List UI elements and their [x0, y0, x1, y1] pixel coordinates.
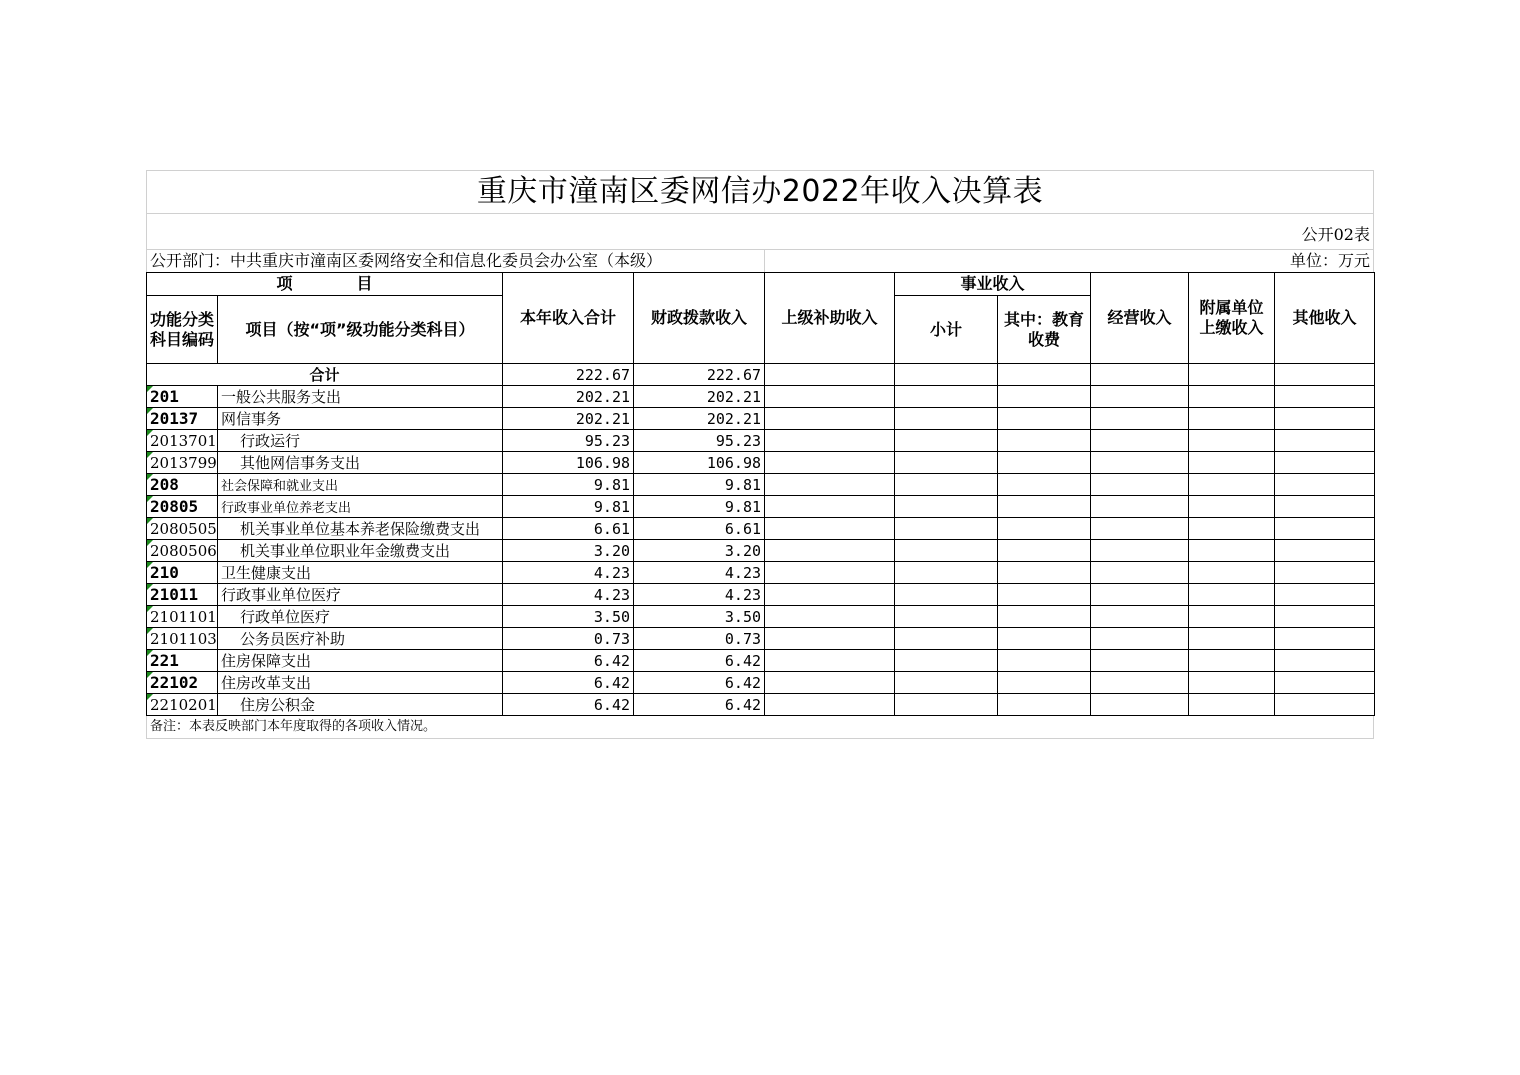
empty-cell: [998, 584, 1091, 606]
page-title: 重庆市潼南区委网信办2022年收入决算表: [146, 170, 1374, 213]
row-total-income: 9.81: [503, 474, 634, 496]
empty-cell: [1275, 606, 1375, 628]
empty-cell: [765, 408, 895, 430]
empty-cell: [765, 496, 895, 518]
empty-cell: [895, 540, 998, 562]
empty-cell: [1091, 672, 1189, 694]
cell-marker-icon: [147, 430, 153, 436]
header-subtotal: 小计: [895, 296, 998, 364]
empty-cell: [1189, 452, 1275, 474]
empty-cell: [1189, 650, 1275, 672]
empty-cell: [765, 672, 895, 694]
cell-marker-icon: [147, 650, 153, 656]
row-name: 其他网信事务支出: [218, 452, 503, 474]
department-label: 公开部门：中共重庆市潼南区委网络安全和信息化委员会办公室（本级）: [150, 251, 663, 270]
row-total-income: 9.81: [503, 496, 634, 518]
empty-cell: [1275, 452, 1375, 474]
row-fiscal: 4.23: [634, 562, 765, 584]
empty-cell: [1189, 606, 1275, 628]
empty-cell: [1091, 562, 1189, 584]
row-total-income: 6.42: [503, 650, 634, 672]
empty-cell: [765, 628, 895, 650]
empty-cell: [998, 408, 1091, 430]
row-name: 公务员医疗补助: [218, 628, 503, 650]
row-code: 2210201: [147, 694, 218, 716]
cell-marker-icon: [147, 672, 153, 678]
empty-cell: [998, 562, 1091, 584]
empty-cell: [765, 694, 895, 716]
empty-cell: [765, 386, 895, 408]
empty-cell: [998, 694, 1091, 716]
empty-cell: [1091, 474, 1189, 496]
empty-cell: [1275, 408, 1375, 430]
row-name: 卫生健康支出: [218, 562, 503, 584]
department-row: [146, 249, 1374, 272]
row-fiscal: 4.23: [634, 584, 765, 606]
empty-cell: [998, 540, 1091, 562]
row-name: 网信事务: [218, 408, 503, 430]
header-item: 项目（按“项”级功能分类科目）: [218, 296, 503, 364]
row-code: 2013701: [147, 430, 218, 452]
cell-marker-icon: [147, 474, 153, 480]
empty-cell: [998, 650, 1091, 672]
row-name: 社会保障和就业支出: [218, 474, 503, 496]
table-note: 备注：本表反映部门本年度取得的各项收入情况。: [146, 716, 1374, 739]
table-row: [147, 408, 1375, 430]
row-name: 行政事业单位养老支出: [218, 496, 503, 518]
row-code: 208: [147, 474, 218, 496]
empty-cell: [1275, 474, 1375, 496]
empty-cell: [765, 452, 895, 474]
table-row: [147, 628, 1375, 650]
table-row: [147, 496, 1375, 518]
table-row: [147, 518, 1375, 540]
row-code: 2101103: [147, 628, 218, 650]
row-code: 21011: [147, 584, 218, 606]
table-row: [147, 650, 1375, 672]
empty-cell: [1189, 386, 1275, 408]
total-label: 合计: [147, 364, 503, 386]
row-total-income: 6.42: [503, 672, 634, 694]
divider: [764, 250, 765, 272]
empty-cell: [765, 650, 895, 672]
row-code: 221: [147, 650, 218, 672]
row-fiscal: 106.98: [634, 452, 765, 474]
cell-marker-icon: [147, 496, 153, 502]
empty-cell: [1189, 518, 1275, 540]
unit-label: 单位：万元: [1289, 251, 1370, 270]
row-name: 住房改革支出: [218, 672, 503, 694]
row-fiscal: 202.21: [634, 408, 765, 430]
row-fiscal: 0.73: [634, 628, 765, 650]
row-name: 行政单位医疗: [218, 606, 503, 628]
header-fiscal: 财政拨款收入: [634, 273, 765, 364]
table-row: [147, 386, 1375, 408]
header-superior-subsidy: 上级补助收入: [765, 273, 895, 364]
row-code: 2013799: [147, 452, 218, 474]
empty-cell: [895, 518, 998, 540]
table-row: [147, 584, 1375, 606]
empty-cell: [895, 562, 998, 584]
row-fiscal: 9.81: [634, 474, 765, 496]
empty-cell: [765, 562, 895, 584]
empty-cell: [1275, 628, 1375, 650]
empty-cell: [1275, 496, 1375, 518]
row-total-income: 106.98: [503, 452, 634, 474]
empty-cell: [1275, 650, 1375, 672]
row-code: 2080505: [147, 518, 218, 540]
empty-cell: [765, 518, 895, 540]
cell-marker-icon: [147, 452, 153, 458]
empty-cell: [1091, 540, 1189, 562]
empty-cell: [1091, 386, 1189, 408]
income-table: [146, 272, 1375, 716]
table-row: [147, 672, 1375, 694]
empty-cell: [1275, 540, 1375, 562]
row-total-income: 202.21: [503, 386, 634, 408]
empty-cell: [1189, 562, 1275, 584]
row-total-income: 0.73: [503, 628, 634, 650]
empty-cell: [1091, 496, 1189, 518]
header-item-group: 项 目: [147, 273, 503, 296]
table-row: [147, 606, 1375, 628]
empty-cell: [1189, 694, 1275, 716]
row-name: 机关事业单位基本养老保险缴费支出: [218, 518, 503, 540]
form-number-row: [146, 213, 1374, 249]
empty-cell: [1275, 694, 1375, 716]
cell-marker-icon: [147, 408, 153, 414]
cell-marker-icon: [147, 386, 153, 392]
row-fiscal: 95.23: [634, 430, 765, 452]
empty-cell: [895, 474, 998, 496]
empty-cell: [895, 386, 998, 408]
row-name: 住房公积金: [218, 694, 503, 716]
row-fiscal: 6.42: [634, 650, 765, 672]
table-row: [147, 694, 1375, 716]
row-code: 2080506: [147, 540, 218, 562]
empty-cell: [765, 606, 895, 628]
empty-cell: [765, 474, 895, 496]
cell-marker-icon: [147, 628, 153, 634]
empty-cell: [765, 584, 895, 606]
header-other: 其他收入: [1275, 273, 1375, 364]
empty-cell: [895, 408, 998, 430]
empty-cell: [765, 540, 895, 562]
empty-cell: [895, 430, 998, 452]
cell-marker-icon: [147, 540, 153, 546]
empty-cell: [1091, 694, 1189, 716]
empty-cell: [895, 628, 998, 650]
total-row: [147, 364, 1375, 386]
table-row: [147, 452, 1375, 474]
table-row: [147, 430, 1375, 452]
row-total-income: 3.20: [503, 540, 634, 562]
row-code: 20805: [147, 496, 218, 518]
row-fiscal: 6.42: [634, 694, 765, 716]
empty-cell: [1189, 540, 1275, 562]
empty-cell: [1189, 408, 1275, 430]
cell-marker-icon: [147, 584, 153, 590]
table-row: [147, 474, 1375, 496]
empty-cell: [1189, 496, 1275, 518]
row-total-income: 3.50: [503, 606, 634, 628]
empty-cell: [1189, 474, 1275, 496]
empty-cell: [998, 628, 1091, 650]
empty-cell: [998, 474, 1091, 496]
empty-cell: [1091, 408, 1189, 430]
total-income-value: 222.67: [503, 364, 634, 386]
empty-cell: [895, 584, 998, 606]
table-row: [147, 562, 1375, 584]
row-name: 机关事业单位职业年金缴费支出: [218, 540, 503, 562]
empty-cell: [998, 430, 1091, 452]
row-fiscal: 202.21: [634, 386, 765, 408]
empty-cell: [895, 650, 998, 672]
empty-cell: [1091, 628, 1189, 650]
form-number: 公开02表: [1301, 225, 1370, 244]
cell-marker-icon: [147, 606, 153, 612]
empty-cell: [895, 452, 998, 474]
row-fiscal: 9.81: [634, 496, 765, 518]
empty-cell: [1275, 584, 1375, 606]
row-code: 201: [147, 386, 218, 408]
header-edu-fee: 其中：教育收费: [998, 296, 1091, 364]
empty-cell: [1275, 518, 1375, 540]
total-fiscal-value: 222.67: [634, 364, 765, 386]
empty-cell: [1275, 562, 1375, 584]
row-code: 20137: [147, 408, 218, 430]
row-code: 2101101: [147, 606, 218, 628]
empty-cell: [895, 694, 998, 716]
empty-cell: [1091, 584, 1189, 606]
empty-cell: [895, 606, 998, 628]
empty-cell: [1275, 430, 1375, 452]
income-statement-sheet: [146, 170, 1374, 739]
row-name: 一般公共服务支出: [218, 386, 503, 408]
empty-cell: [1275, 672, 1375, 694]
row-name: 行政事业单位医疗: [218, 584, 503, 606]
empty-cell: [895, 672, 998, 694]
empty-cell: [998, 606, 1091, 628]
table-row: [147, 540, 1375, 562]
empty-cell: [1189, 584, 1275, 606]
row-total-income: 202.21: [503, 408, 634, 430]
empty-cell: [1091, 606, 1189, 628]
row-fiscal: 3.50: [634, 606, 765, 628]
empty-cell: [1091, 430, 1189, 452]
header-code: 功能分类科目编码: [147, 296, 218, 364]
row-total-income: 6.61: [503, 518, 634, 540]
cell-marker-icon: [147, 518, 153, 524]
row-name: 行政运行: [218, 430, 503, 452]
empty-cell: [998, 518, 1091, 540]
cell-marker-icon: [147, 694, 153, 700]
header-affiliated: 附属单位上缴收入: [1189, 273, 1275, 364]
empty-cell: [998, 452, 1091, 474]
header-total-income: 本年收入合计: [503, 273, 634, 364]
empty-cell: [998, 496, 1091, 518]
row-fiscal: 6.61: [634, 518, 765, 540]
row-name: 住房保障支出: [218, 650, 503, 672]
row-total-income: 6.42: [503, 694, 634, 716]
row-code: 210: [147, 562, 218, 584]
empty-cell: [765, 430, 895, 452]
empty-cell: [1091, 650, 1189, 672]
header-operating: 经营收入: [1091, 273, 1189, 364]
empty-cell: [1091, 452, 1189, 474]
empty-cell: [895, 496, 998, 518]
empty-cell: [1189, 628, 1275, 650]
header-business-group: 事业收入: [895, 273, 1091, 296]
row-fiscal: 6.42: [634, 672, 765, 694]
row-total-income: 4.23: [503, 584, 634, 606]
empty-cell: [998, 386, 1091, 408]
row-fiscal: 3.20: [634, 540, 765, 562]
empty-cell: [1091, 518, 1189, 540]
empty-cell: [1189, 672, 1275, 694]
cell-marker-icon: [147, 562, 153, 568]
empty-cell: [1275, 386, 1375, 408]
row-total-income: 4.23: [503, 562, 634, 584]
row-total-income: 95.23: [503, 430, 634, 452]
empty-cell: [998, 672, 1091, 694]
empty-cell: [1189, 430, 1275, 452]
row-code: 22102: [147, 672, 218, 694]
